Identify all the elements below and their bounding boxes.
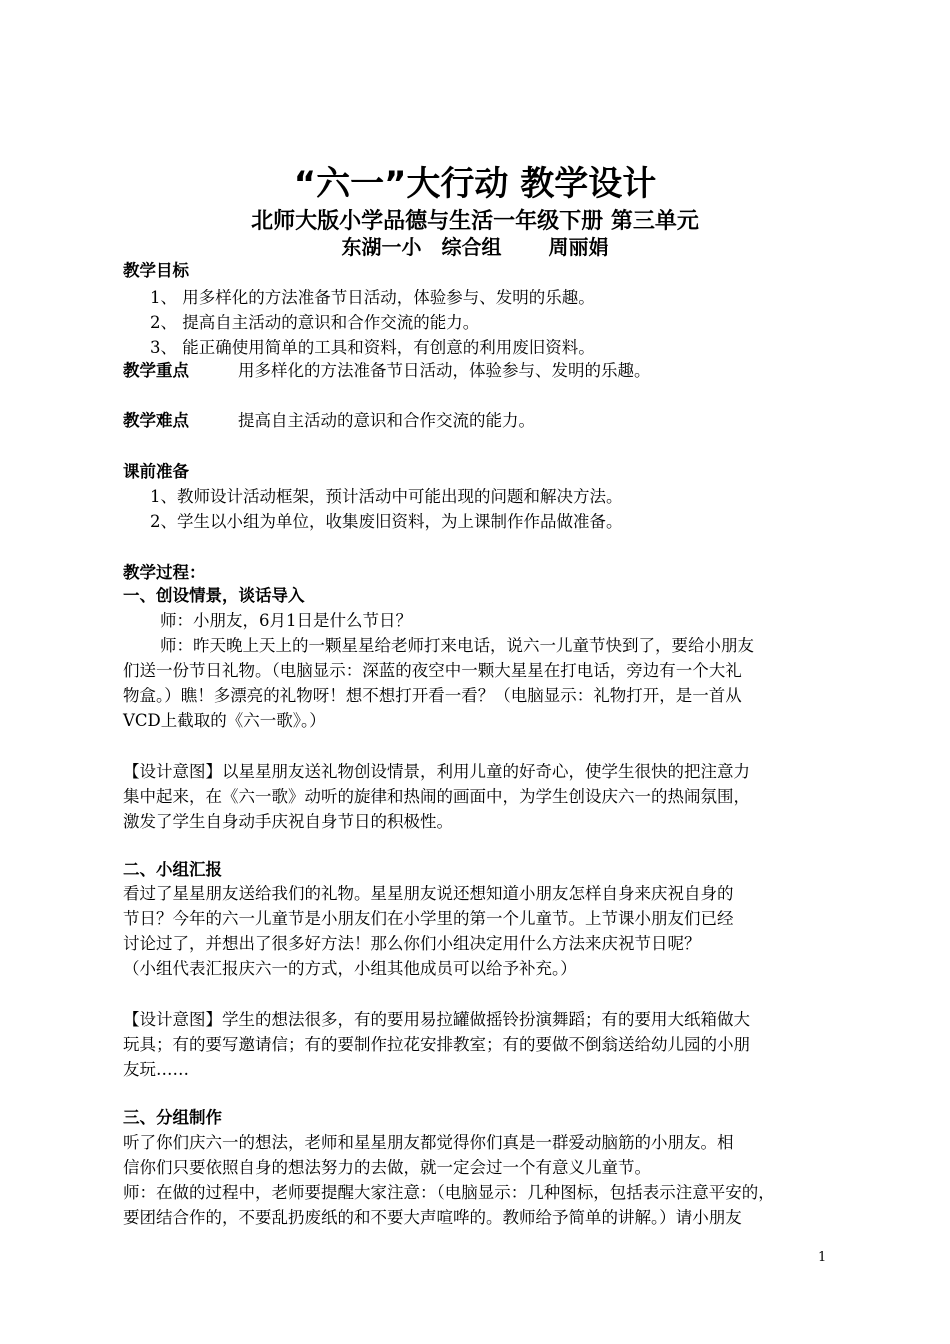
key-point	[123, 359, 833, 383]
page-number: 1	[818, 1250, 827, 1265]
objective-item: 3、 能正确使用简单的工具和资料，有创意的利用废旧资料。	[150, 338, 595, 357]
paragraph-line: 师：小朋友，6月1日是什么节日？	[160, 611, 412, 630]
paragraph-line: 听了你们庆六一的想法，老师和星星朋友都觉得你们真是一群爱动脑筋的小朋友。相	[123, 1133, 734, 1152]
paragraph-line: 们送一份节日礼物。（电脑显示：深蓝的夜空中一颗大星星在打电话，旁边有一个大礼	[123, 661, 742, 680]
document-title: “六一”大行动 教学设计	[293, 164, 657, 204]
design-intent-line: 激发了学生自身动手庆祝自身节日的积极性。	[123, 812, 453, 831]
objective-item: 1、 用多样化的方法准备节日活动，体验参与、发明的乐趣。	[150, 288, 595, 307]
difficulty	[123, 409, 833, 433]
paragraph-line: 要团结合作的，不要乱扔废纸的和不要大声喧哗的。教师给予简单的讲解。）请小朋友	[123, 1208, 742, 1227]
objective-item: 2、 提高自主活动的意识和合作交流的能力。	[150, 313, 480, 332]
paragraph-line: 师：在做的过程中，老师要提醒大家注意：（电脑显示：几种图标，包括表示注意平安的，	[123, 1183, 775, 1202]
paragraph-line: 讨论过了，并想出了很多好方法！那么你们小组决定用什么方法来庆祝节日呢？	[123, 934, 701, 953]
paragraph-line: 物盒。）瞧！多漂亮的礼物呀！想不想打开看一看？（电脑显示：礼物打开，是一首从	[123, 686, 742, 705]
objectives-heading: 教学目标	[123, 261, 189, 280]
paragraph-line: （小组代表汇报庆六一的方式，小组其他成员可以给予补充。）	[123, 959, 577, 978]
difficulty-label: 教学难点	[123, 411, 189, 430]
author-line: 东湖一小 综合组 周丽娟	[341, 235, 609, 259]
design-intent-line: 友玩……	[123, 1060, 189, 1079]
preparation-item: 2、学生以小组为单位，收集废旧资料，为上课制作作品做准备。	[150, 512, 623, 531]
difficulty-text: 提高自主活动的意识和合作交流的能力。	[238, 411, 535, 430]
document-subtitle: 北师大版小学品德与生活一年级下册 第三单元	[251, 209, 699, 234]
process-heading: 教学过程：	[123, 563, 206, 582]
preparation-heading: 课前准备	[123, 462, 189, 481]
paragraph-line: 信你们只要依照自身的想法努力的去做，就一定会过一个有意义儿童节。	[123, 1158, 651, 1177]
preparation-item: 1、教师设计活动框架，预计活动中可能出现的问题和解决方法。	[150, 487, 623, 506]
paragraph-line: 节日？今年的六一儿童节是小朋友们在小学里的第一个儿童节。上节课小朋友们已经	[123, 909, 734, 928]
paragraph-line: 师：昨天晚上天上的一颗星星给老师打来电话，说六一儿童节快到了，要给小朋友	[160, 636, 754, 655]
design-intent-line: 集中起来，在《六一歌》动听的旋律和热闹的画面中，为学生创设庆六一的热闹氛围，	[123, 787, 750, 806]
design-intent-line: 【设计意图】以星星朋友送礼物创设情景，利用儿童的好奇心，使学生很快的把注意力	[123, 762, 750, 781]
key-point-label: 教学重点	[123, 361, 189, 380]
key-point-text: 用多样化的方法准备节日活动，体验参与、发明的乐趣。	[238, 361, 651, 380]
section-heading: 三、分组制作	[123, 1108, 222, 1127]
paragraph-line: 看过了星星朋友送给我们的礼物。星星朋友说还想知道小朋友怎样自身来庆祝自身的	[123, 884, 734, 903]
section-heading: 二、小组汇报	[123, 860, 222, 879]
design-intent-line: 【设计意图】学生的想法很多，有的要用易拉罐做摇铃扮演舞蹈；有的要用大纸箱做大	[123, 1010, 750, 1029]
section-heading: 一、创设情景，谈话导入	[123, 586, 305, 605]
paragraph-line: VCD上截取的《六一歌》。）	[123, 711, 326, 730]
design-intent-line: 玩具；有的要写邀请信；有的要制作拉花安排教室；有的要做不倒翁送给幼儿园的小朋	[123, 1035, 750, 1054]
